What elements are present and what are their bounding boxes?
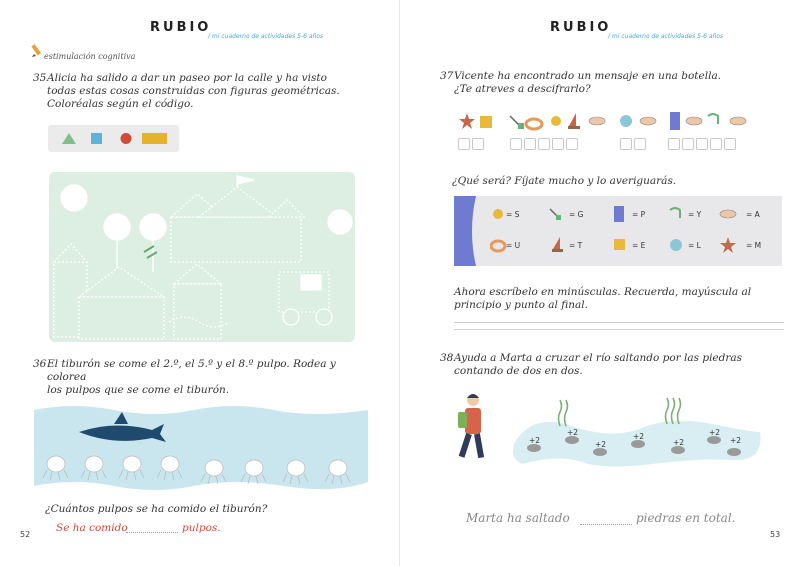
seaweed-icon [559, 398, 681, 426]
stone-label: +2 [709, 428, 721, 437]
towel-icon [614, 206, 624, 222]
ex38-line1: Ayuda a Marta a cruzar el río saltando por las piedras [454, 352, 743, 364]
stone-label: +2 [730, 436, 742, 445]
stone-label: +2 [633, 432, 645, 441]
answer-box[interactable] [538, 138, 550, 150]
geometric-city-drawing[interactable] [49, 172, 355, 342]
ex37-instr-line2: principio y punto al final. [454, 299, 588, 311]
ex35-line2: todas estas cosas construidas con figuras geométricas. [47, 85, 340, 97]
brand-logo: RUBIO [550, 20, 612, 35]
stone [727, 448, 741, 456]
snorkel-icon [670, 208, 680, 218]
brand-subtitle: / mi cuaderno de actividades 5-6 años [608, 33, 724, 40]
fish-icon [730, 117, 746, 125]
starfish-icon [720, 237, 736, 253]
bucket-icon [614, 239, 625, 250]
stone-label: +2 [529, 436, 541, 445]
stone [631, 440, 645, 448]
stone-label: +2 [673, 438, 685, 447]
cipher-key-box [454, 196, 782, 266]
exercise-number-35: 35 [33, 72, 47, 84]
ex37-instr-line1: Ahora escríbelo en minúsculas. Recuerda, mayúscula al [454, 286, 752, 298]
ex36-line2: los pulpos que se come el tiburón. [47, 384, 230, 396]
stone [527, 444, 541, 452]
answer-box[interactable] [458, 138, 470, 150]
answer-boxes-word-1[interactable] [458, 138, 486, 150]
stone [707, 436, 721, 444]
exercise-number-36: 36 [33, 358, 47, 370]
ex35-line3: Coloréalas según el código. [47, 98, 194, 110]
answer-box[interactable] [566, 138, 578, 150]
square-blue-icon [91, 133, 102, 144]
starfish-icon [459, 113, 475, 129]
sailboat-icon [569, 113, 576, 126]
answer-boxes-word-4[interactable] [668, 138, 738, 150]
key-beach-ball: = L [688, 241, 701, 250]
key-sun: = S [506, 210, 520, 219]
answer-box[interactable] [620, 138, 632, 150]
duck-float-icon [491, 241, 505, 251]
answer-box[interactable] [668, 138, 680, 150]
key-duck-float: = U [506, 241, 521, 250]
brand-subtitle: / mi cuaderno de actividades 5-6 años [208, 33, 324, 40]
secret-message-icons [458, 110, 778, 132]
exercise-35-text [47, 72, 367, 111]
pencil-icon [30, 44, 44, 58]
rectangle-yellow-icon [142, 133, 167, 144]
circle-red-icon [121, 133, 132, 144]
fish-icon [640, 117, 656, 125]
fish-icon [589, 117, 605, 125]
sun-circle [61, 185, 87, 211]
answer-box[interactable] [724, 138, 736, 150]
bucket-icon [480, 116, 492, 128]
ex37-instruction [454, 286, 784, 312]
writing-line-1[interactable] [454, 322, 784, 323]
key-starfish: = M [746, 241, 762, 250]
brand-logo: RUBIO [150, 20, 212, 35]
ex37-line1: Vicente ha encontrado un mensaje en una botella. [454, 70, 722, 82]
key-bucket: = E [632, 241, 646, 250]
ex38-answer-suffix: piedras en total. [636, 511, 736, 525]
duck-float-icon [526, 119, 542, 129]
answer-box[interactable] [552, 138, 564, 150]
ex36-answer-prefix: Se ha comido [56, 522, 128, 534]
sun-icon [551, 116, 561, 126]
ex38-answer-blank[interactable] [580, 524, 632, 525]
key-shovel: = G [569, 210, 584, 219]
stone-label: +2 [567, 428, 579, 437]
sun-icon [493, 209, 503, 219]
ex35-line1: Alicia ha salido a dar un paseo por la calle y ha visto [47, 72, 327, 84]
key-sailboat: = T [569, 241, 583, 250]
triangle-green-icon [62, 133, 76, 144]
answer-box[interactable] [696, 138, 708, 150]
stone [593, 448, 607, 456]
answer-box[interactable] [710, 138, 722, 150]
exercise-37-text [454, 70, 774, 96]
girl-hiker-icon [458, 394, 484, 458]
exercise-number-38: 38 [440, 352, 454, 364]
color-code-box [48, 125, 179, 152]
answer-box[interactable] [510, 138, 522, 150]
exercise-36-text [47, 358, 377, 397]
ex36-question: ¿Cuántos pulpos se ha comido el tiburón? [45, 503, 268, 515]
ex38-line2: contando de dos en dos. [454, 365, 583, 377]
ex36-line1: El tiburón se come el 2.º, el 5.º y el 8.º pulpo. Rodea y colorea [47, 358, 336, 383]
stone-label: +2 [595, 440, 607, 449]
curtain-icon [454, 196, 476, 266]
stone [671, 446, 685, 454]
ex36-answer-suffix: pulpos. [182, 522, 221, 534]
towel-icon [670, 112, 680, 130]
exercise-38-text [454, 352, 784, 378]
beach-ball-icon [670, 239, 682, 251]
ex36-answer-blank[interactable] [126, 532, 178, 533]
shark-octopus-drawing[interactable] [34, 402, 368, 494]
ex37-line2: ¿Te atreves a descifrarlo? [454, 83, 591, 95]
writing-line-2[interactable] [454, 329, 784, 330]
key-fish: = A [746, 210, 760, 219]
answer-box[interactable] [682, 138, 694, 150]
page-number-left: 52 [20, 530, 31, 539]
cipher-key-icons [490, 205, 770, 261]
exercise-number-37: 37 [440, 70, 454, 82]
answer-box[interactable] [634, 138, 646, 150]
sailboat-icon [553, 237, 560, 249]
answer-box[interactable] [472, 138, 484, 150]
fish-icon [720, 210, 736, 218]
ex37-question: ¿Qué será? Fíjate mucho y lo averiguarás. [452, 175, 677, 187]
fish-icon [686, 117, 702, 125]
answer-boxes-word-3[interactable] [620, 138, 648, 150]
key-towel: = P [632, 210, 646, 219]
section-tag: estimulación cognitiva [44, 52, 136, 61]
ex38-answer-prefix: Marta ha saltado [466, 511, 570, 525]
right-page [400, 0, 800, 566]
beach-ball-icon [620, 115, 632, 127]
answer-boxes-word-2[interactable] [510, 138, 580, 150]
stone [565, 436, 579, 444]
snorkel-icon [708, 114, 718, 124]
answer-box[interactable] [524, 138, 536, 150]
page-number-right: 53 [770, 530, 781, 539]
key-snorkel: = Y [688, 210, 702, 219]
shape-color-code [48, 125, 179, 152]
